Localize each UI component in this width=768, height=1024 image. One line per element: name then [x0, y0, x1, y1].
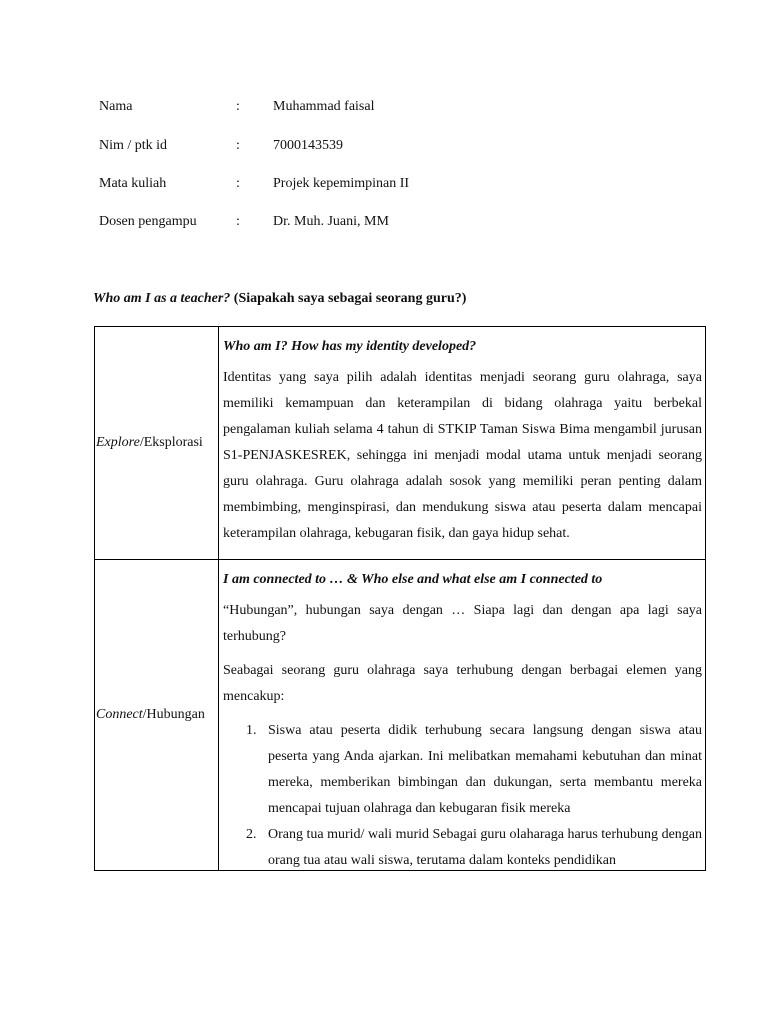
connect-label-italic: Connect [96, 707, 143, 722]
list-item-text: Siswa atau peserta didik terhubung secara langsung dengan siswa atau peserta yang Anda ajarkan. Ini melibatkan memahami kebutuhan dan minat mereka, memberikan bimbingan dan dukungan, serta membantu mereka mencapai tujuan olahraga dan kebugaran fisik mereka [268, 723, 702, 816]
identity-row-lecturer [0, 212, 768, 232]
identity-value: 7000143539 [273, 138, 343, 153]
heading-indonesian: (Siapakah saya sebagai seorang guru?) [230, 291, 467, 306]
connect-paragraph-1: “Hubungan”, hubungan saya dengan … Siapa lagi dan dengan apa lagi saya terhubung? [223, 603, 702, 644]
explore-label-cell [95, 327, 219, 560]
list-item [223, 822, 702, 870]
identity-label: Dosen pengampu [99, 214, 197, 229]
identity-value: Projek kepemimpinan II [273, 176, 410, 191]
list-item-number: 1. [246, 723, 257, 738]
connect-content-cell [219, 560, 706, 871]
identity-value: Muhammad faisal [273, 99, 375, 114]
explore-question: Who am I? How has my identity developed? [223, 339, 477, 354]
connect-question: I am connected to … & Who else and what else am I connected to [223, 572, 603, 587]
explore-label-italic: Explore [96, 435, 140, 450]
heading-english: Who am I as a teacher? [93, 291, 231, 306]
explore-content-cell [219, 327, 706, 560]
connect-row [95, 560, 706, 871]
identity-row-nim [0, 136, 768, 156]
identity-row-course [0, 174, 768, 194]
identity-colon: : [236, 176, 240, 191]
explore-row [95, 327, 706, 560]
identity-colon: : [236, 138, 240, 153]
list-item-text: Orang tua murid/ wali murid Sebagai guru olaharaga harus terhubung dengan orang tua atau wali siswa, terutama dalam konteks pendidikan [268, 827, 702, 868]
reflection-table [94, 326, 706, 871]
identity-label: Mata kuliah [99, 176, 167, 191]
connect-label-cell [95, 560, 219, 871]
list-item [223, 718, 702, 822]
explore-label-rest: /Eksplorasi [139, 435, 203, 450]
connect-label-rest: /Hubungan [142, 707, 205, 722]
connect-paragraph-2: Seabagai seorang guru olahraga saya terhubung dengan berbagai elemen yang mencakup: [223, 663, 702, 704]
identity-colon: : [236, 214, 240, 229]
section-heading [93, 289, 466, 309]
identity-label: Nim / ptk id [99, 138, 168, 153]
connect-content [223, 570, 702, 870]
explore-paragraph: Identitas yang saya pilih adalah identitas menjadi seorang guru olahraga, saya memiliki kemampuan dan keterampilan di bidang olahraga yaitu berbekal pengalaman kuliah selama 4 tahun di STKIP Taman Siswa Bima mengambil jurusan S1-PENJASKESREK, sehingga ini menjadi modal utama untuk menjadi seorang guru olahraga. Guru olahraga adalah sosok yang memiliki peran penting dalam membimbing, menginspirasi, dan mendukung siswa atau peserta dalam mencapai keterampilan olahraga, kebugaran fisik, dan gaya hidup sehat. [223, 370, 702, 541]
list-item-number: 2. [246, 827, 257, 842]
identity-colon: : [236, 99, 240, 114]
identity-row-name [0, 97, 768, 117]
identity-value: Dr. Muh. Juani, MM [273, 214, 389, 229]
connect-list [223, 718, 702, 870]
identity-label: Nama [99, 99, 133, 114]
